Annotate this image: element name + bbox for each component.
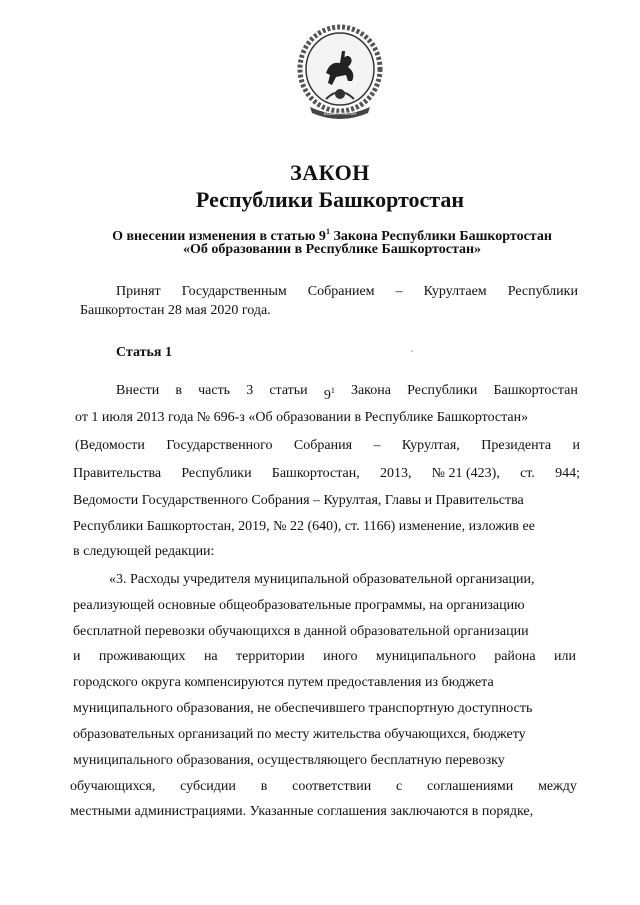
p2-line-5: городского округа компенсируются путем предоставления из бюджета [73, 675, 494, 690]
p1-line-3: (Ведомости Государственного Собрания – Курултая, Президента и [75, 438, 580, 453]
scan-speck [411, 350, 413, 352]
p1-line-5: Ведомости Государственного Собрания – Курултая, Главы и Правительства [73, 493, 524, 508]
law-title: ЗАКОН [290, 160, 370, 185]
p1-line-7: в следующей редакции: [73, 544, 215, 559]
p2-line-9: обучающихся, субсидии в соответствии с соглашениями между [70, 779, 577, 794]
law-about-line-2: «Об образовании в Республике Башкортостан» [182, 242, 482, 257]
p1-line-1: Внести в часть 3 статьи $9^1$ Закона Республики Башкортостан [116, 383, 578, 403]
p2-line-1: «3. Расходы учредителя муниципальной образовательной организации, [109, 572, 535, 587]
p2-line-4: и проживающих на территории иного муниципального района или [73, 649, 576, 664]
p1-line-2: от 1 июля 2013 года № 696-з «Об образовании в Республике Башкортостан» [75, 410, 529, 425]
p2-line-10: местными администрациями. Указанные соглашения заключаются в порядке, [70, 804, 534, 819]
law-about-line-1: О внесении изменения в статью $9^1$ Закона Республики Башкортостан [112, 227, 552, 244]
law-subtitle: Республики Башкортостан [195, 187, 465, 212]
p1-line-6: Республики Башкортостан, 2019, № 22 (640), ст. 1166) изменение, изложив ее [73, 519, 535, 534]
p2-line-8: муниципального образования, осуществляющего бесплатную перевозку [73, 753, 505, 768]
p1-line-4: Правительства Республики Башкортостан, 2013, № 21 (423), ст. 944; [73, 466, 580, 481]
p2-line-2: реализующей основные общеобразовательные программы, на организацию [73, 598, 525, 613]
emblem-ribbon-text: БАШКОРТОСТАН [323, 111, 357, 116]
adopted-line-2: Башкортостан 28 мая 2020 года. [80, 303, 271, 318]
p2-line-7: образовательных организаций по месту жительства обучающихся, бюджету [73, 727, 526, 742]
article-heading: Статья 1 [116, 345, 172, 360]
p2-line-3: бесплатной перевозки обучающихся в данной образовательной организации [73, 624, 529, 639]
p2-line-6: муниципального образования, не обеспечившего транспортную доступность [73, 701, 533, 716]
adopted-line-1: Принят Государственным Собранием – Курултаем Республики [116, 284, 578, 299]
coat-of-arms-icon [296, 23, 384, 121]
